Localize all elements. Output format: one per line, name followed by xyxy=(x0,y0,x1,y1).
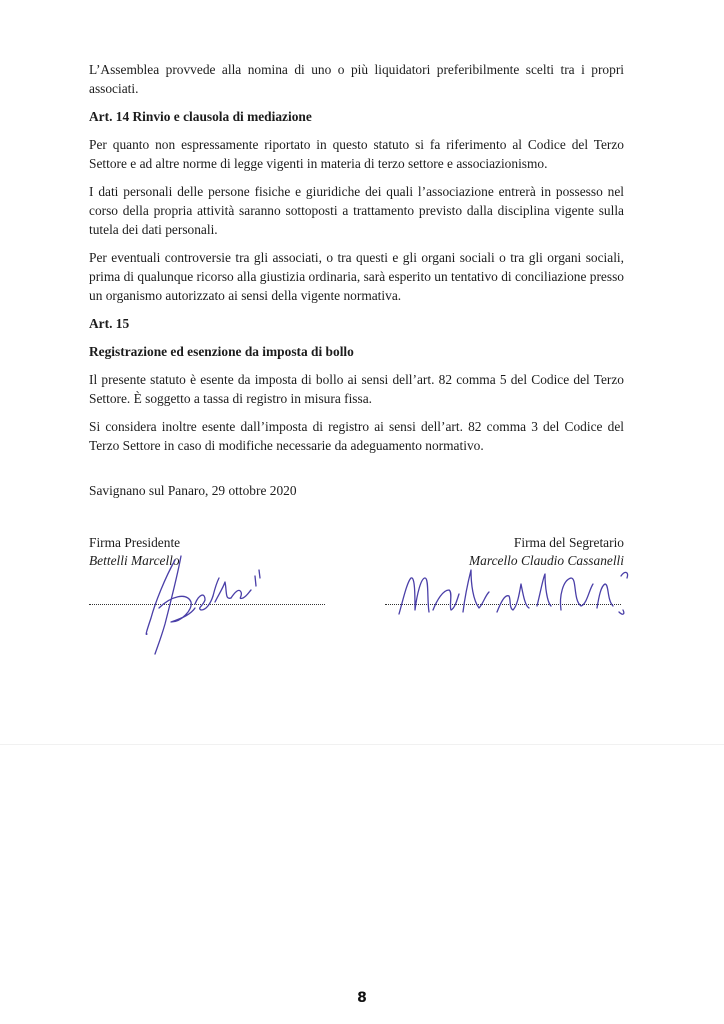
paragraph-controversie: Per eventuali controversie tra gli associati, o tra questi e gli organi sociali o tra gli organi sociali, prima di qualunque ricorso alla giustizia ordinaria, sarà esperito un tentativo di conciliazione presso un organismo autorizzato ai sensi della vigente normativa. xyxy=(89,250,624,303)
signature-name-secretary: Marcello Claudio Cassanelli xyxy=(469,553,624,568)
paragraph-esenzione-registro: Si considera inoltre esente dall’imposta di registro ai sensi dell’art. 82 comma 3 del Codice del Terzo Settore in caso di modifiche necessarie da adeguamento normativo. xyxy=(89,419,624,453)
heading-registrazione: Registrazione ed esenzione da imposta di bollo xyxy=(89,344,354,359)
handwritten-signature-secretary xyxy=(393,560,633,630)
signature-role-president: Firma Presidente xyxy=(89,535,181,550)
handwritten-signature-president xyxy=(135,548,275,660)
paragraph-dati-personali: I dati personali delle persone fisiche e giuridiche dei quali l’associazione entrerà in possesso nel corso della propria attività saranno sottoposti a trattamento previsto dalla disciplina vigente sulla tutela dei dati personali. xyxy=(89,184,624,237)
page-number: 8 xyxy=(357,990,367,1006)
paragraph-rinvio: Per quanto non espressamente riportato in questo statuto si fa riferimento al Codice del Terzo Settore e ad altre norme di legge vigenti in materia di terzo settore e associazionismo. xyxy=(89,137,624,171)
place-date: Savignano sul Panaro, 29 ottobre 2020 xyxy=(89,483,297,498)
heading-art-15: Art. 15 xyxy=(89,316,130,331)
paragraph-esenzione-bollo: Il presente statuto è esente da imposta di bollo ai sensi dell’art. 82 comma 5 del Codice del Terzo Settore. È soggetto a tassa di registro in misura fissa. xyxy=(89,372,624,406)
signature-role-secretary: Firma del Segretario xyxy=(513,535,624,550)
heading-art-14: Art. 14 Rinvio e clausola di mediazione xyxy=(89,109,312,124)
paragraph-liquidatori: L’Assemblea provvede alla nomina di uno o più liquidatori preferibilmente scelti tra i propri associati. xyxy=(89,62,624,96)
signature-name-president: Bettelli Marcello xyxy=(89,553,180,568)
page-fold-line xyxy=(0,744,724,745)
document-body xyxy=(89,60,624,455)
